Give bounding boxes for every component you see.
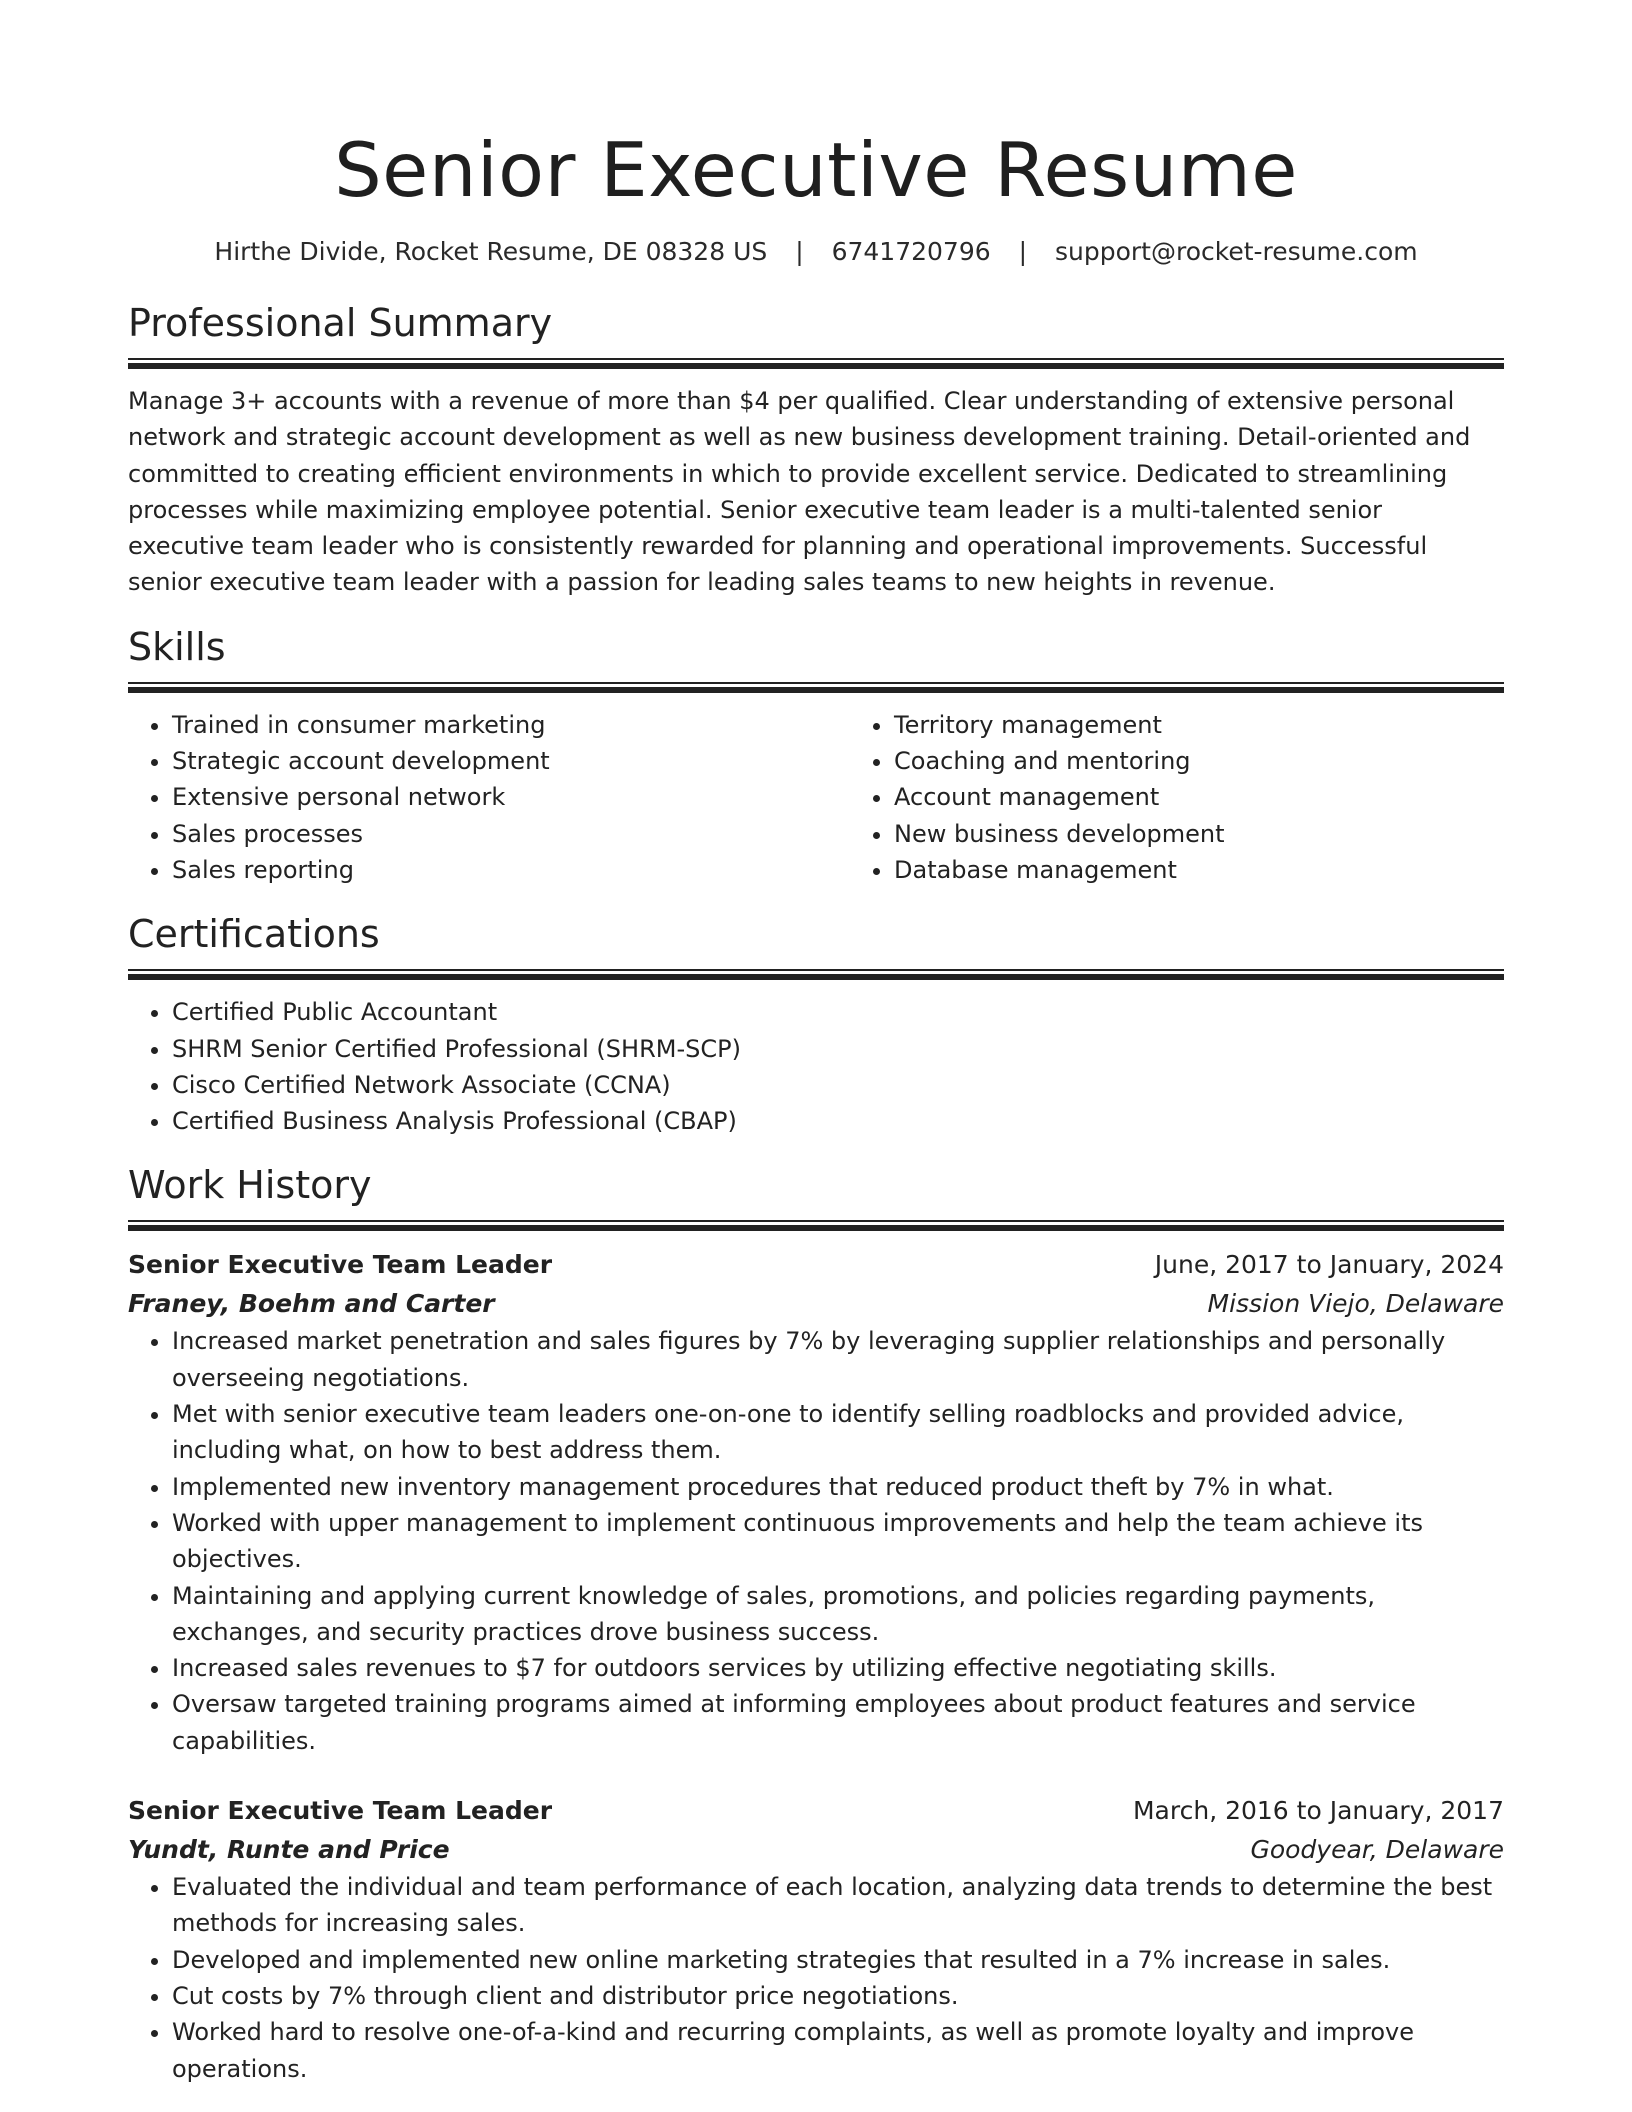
section-divider [128, 682, 1504, 693]
section-heading-skills: Skills [128, 624, 226, 669]
job-location: Mission Viejo, Delaware [1207, 1289, 1504, 1319]
contact-phone: 6741720796 [831, 237, 991, 266]
job-title: Senior Executive Team Leader [128, 1250, 553, 1280]
job-duty: • Maintaining and applying current knowledge of sales, promotions, and policies regarding payments, exchanges, and security practices drove business success. [172, 1578, 1504, 1651]
section-divider [128, 358, 1504, 369]
skill-item: • Extensive personal network [172, 779, 850, 815]
section-divider [128, 969, 1504, 980]
skill-item: • Sales processes [172, 816, 850, 852]
skill-item: • Strategic account development [172, 743, 850, 779]
section-heading-work-history: Work History [128, 1163, 372, 1208]
section-heading-summary: Professional Summary [128, 301, 553, 345]
job-header [128, 1791, 1504, 1830]
job-header [128, 1245, 1504, 1284]
section-divider [128, 1220, 1504, 1231]
skill-item: • Trained in consumer marketing [172, 707, 850, 743]
contact-line [128, 234, 1504, 270]
resume-title: Senior Executive Resume [334, 126, 1298, 214]
certification-item: • SHRM Senior Certified Professional (SHRM-SCP) [172, 1031, 1504, 1067]
work-history-section [128, 1160, 1504, 2086]
skills-list-left [128, 707, 850, 888]
job-duty: • Worked hard to resolve one-of-a-kind and recurring complaints, as well as promote loyalty and improve operations. [172, 2014, 1504, 2087]
certifications-section [128, 909, 1504, 1139]
contact-separator: | [795, 237, 804, 266]
skills-section [128, 622, 1504, 888]
summary-text: Manage 3+ accounts with a revenue of more than $4 per qualified. Clear understanding of extensive personal network and strategic account development as well as new business development training. Detail-oriented and committed to creating efficient environments in which to provide excellent service. Dedicated to streamlining processes while maximizing employee potential. Senior executive team leader is a multi-talented senior executive team leader who is consistently rewarded for planning and operational improvements. Successful senior executive team leader with a passion for leading sales teams to new heights in revenue. [128, 387, 1471, 597]
job-entry [128, 1791, 1504, 2087]
contact-separator: | [1018, 237, 1028, 266]
job-title: Senior Executive Team Leader [128, 1796, 553, 1826]
section-heading-certifications: Certifications [128, 912, 380, 957]
certification-item: • Cisco Certified Network Associate (CCNA) [172, 1067, 1504, 1103]
job-duty: • Increased market penetration and sales figures by 7% by leveraging supplier relationships and personally overseeing negotiations. [172, 1323, 1504, 1396]
certification-item: • Certified Public Accountant [172, 994, 1504, 1030]
skill-item: • Database management [894, 852, 1572, 888]
job-duties-list [128, 1323, 1504, 1759]
contact-address: Hirthe Divide, Rocket Resume, DE 08328 US [214, 237, 768, 266]
skill-item: • New business development [894, 816, 1572, 852]
skill-item: • Coaching and mentoring [894, 743, 1572, 779]
job-company: Yundt, Runte and Price [128, 1835, 450, 1865]
skill-item: • Sales reporting [172, 852, 850, 888]
skill-item: • Territory management [894, 707, 1572, 743]
job-subheader [128, 1284, 1504, 1323]
job-duty: • Met with senior executive team leaders one-on-one to identify selling roadblocks and provided advice, including what, on how to best address them. [172, 1396, 1504, 1469]
job-dates: June, 2017 to January, 2024 [1154, 1250, 1504, 1280]
resume-page [128, 0, 1504, 2087]
skills-list-right [850, 707, 1572, 888]
job-duty: • Developed and implemented new online marketing strategies that resulted in a 7% increase in sales. [172, 1942, 1504, 1978]
skills-columns [128, 707, 1504, 888]
skill-item: • Account management [894, 779, 1572, 815]
job-duty: • Worked with upper management to implement continuous improvements and help the team achieve its objectives. [172, 1505, 1504, 1578]
job-duty: • Implemented new inventory management procedures that reduced product theft by 7% in what. [172, 1469, 1504, 1505]
certifications-list [128, 994, 1504, 1139]
job-duties-list [128, 1869, 1504, 2087]
job-duty: • Oversaw targeted training programs aimed at informing employees about product features and service capabilities. [172, 1686, 1504, 1759]
contact-email: support@rocket-resume.com [1055, 237, 1418, 266]
job-company: Franey, Boehm and Carter [128, 1289, 495, 1319]
job-duty: • Cut costs by 7% through client and distributor price negotiations. [172, 1978, 1504, 2014]
job-dates: March, 2016 to January, 2017 [1132, 1796, 1504, 1826]
job-subheader [128, 1830, 1504, 1869]
certification-item: • Certified Business Analysis Professional (CBAP) [172, 1103, 1504, 1139]
job-duty: • Evaluated the individual and team performance of each location, analyzing data trends to determine the best methods for increasing sales. [172, 1869, 1504, 1942]
job-duty: • Increased sales revenues to $7 for outdoors services by utilizing effective negotiating skills. [172, 1650, 1504, 1686]
summary-section [128, 298, 1504, 601]
job-location: Goodyear, Delaware [1250, 1835, 1504, 1865]
job-entry [128, 1245, 1504, 1759]
